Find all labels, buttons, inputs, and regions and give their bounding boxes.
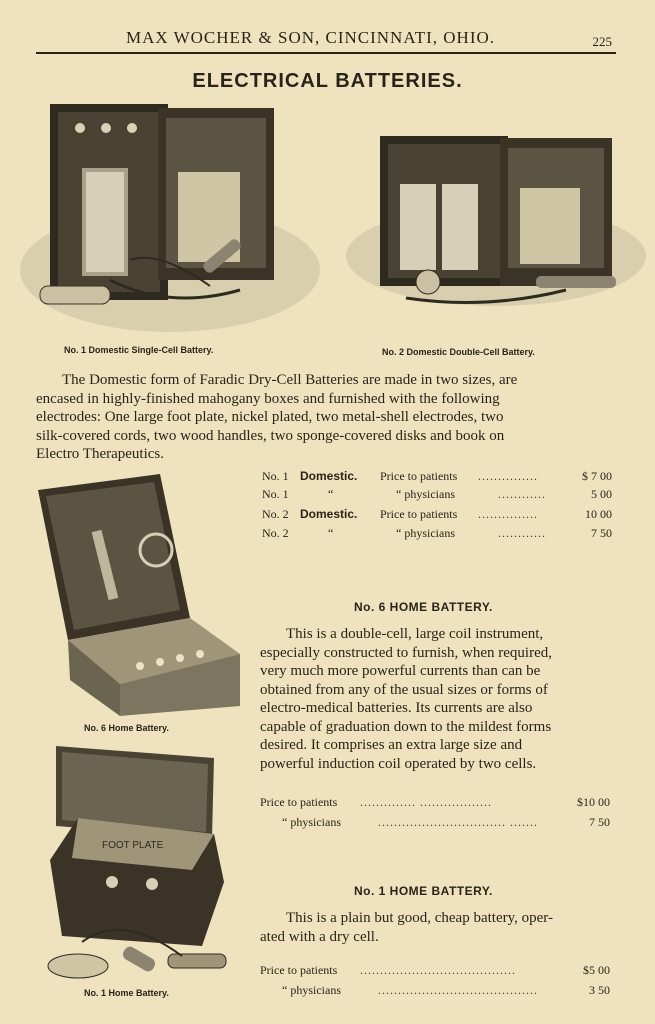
price-leader: ............ (498, 526, 546, 540)
intro-paragraph (36, 371, 610, 464)
fig3-caption: No. 6 Home Battery. (84, 723, 169, 733)
price-model-name: Domestic. (300, 507, 358, 521)
price-value: $5 00 (583, 963, 610, 977)
price-label: Price to patients (260, 795, 338, 809)
double-cell-battery-drawing (336, 130, 646, 310)
price-label: Price to patients (260, 963, 338, 977)
price-row (260, 963, 610, 981)
home1-line: ated with a dry cell. (260, 928, 379, 945)
price-value: 10 00 (585, 507, 612, 521)
price-label: Price to patients (380, 469, 458, 483)
price-row (262, 507, 612, 525)
home6-heading: No. 6 HOME BATTERY. (354, 600, 493, 614)
price-model-no: No. 1 (262, 487, 289, 501)
intro-line: encased in highly-finished mahogany boxes and furnished with the following (36, 390, 500, 407)
price-label: “ physicians (396, 487, 455, 501)
home1-paragraph (260, 909, 610, 946)
price-label: “ physicians (282, 815, 341, 829)
home-battery-no6-drawing (30, 470, 244, 718)
price-model-name: “ (328, 487, 334, 501)
header-title: MAX WOCHER & SON, CINCINNATI, OHIO. (126, 28, 496, 47)
price-row (262, 487, 612, 505)
price-row (262, 526, 612, 544)
price-leader: ............ (498, 487, 546, 501)
price-leader: ................................ ....... (378, 815, 538, 829)
price-leader: ............... (478, 507, 538, 521)
home6-line: powerful induction coil operated by two cells. (260, 755, 537, 772)
home6-line: very much more powerful currents than can be (260, 663, 541, 679)
price-label: “ physicians (282, 983, 341, 997)
running-head (36, 26, 616, 54)
price-label: “ physicians (396, 526, 455, 540)
home6-line: electro-medical batteries. Its currents are also (260, 700, 533, 716)
price-leader: ........................................ (378, 983, 538, 997)
price-leader: ............... (478, 469, 538, 483)
price-model-no: No. 1 (262, 469, 289, 483)
price-value: 5 00 (591, 487, 612, 501)
domestic-single-cell-battery-illustration (10, 100, 320, 338)
svg-text:FOOT PLATE: FOOT PLATE (102, 840, 164, 851)
home6-line: desired. It comprises an extra large size and (260, 737, 523, 753)
page-number: 225 (592, 34, 612, 49)
price-model-no: No. 2 (262, 526, 289, 540)
home6-paragraph (260, 625, 610, 773)
home6-line: capable of graduation down to the mildest forms (260, 718, 552, 735)
home6-line: especially constructed to furnish, when required, (260, 644, 552, 661)
fig2-caption: No. 2 Domestic Double-Cell Battery. (382, 347, 535, 357)
price-row (260, 983, 610, 1001)
price-row (262, 469, 612, 487)
price-value: $10 00 (577, 795, 610, 809)
home-battery-no1-drawing (42, 742, 228, 986)
fig4-caption: No. 1 Home Battery. (84, 988, 169, 998)
price-label: Price to patients (380, 507, 458, 521)
price-row (260, 795, 610, 813)
home-battery-no1-illustration (42, 742, 228, 986)
home6-line: This is a double-cell, large coil instrument, (286, 626, 544, 642)
single-cell-battery-drawing (10, 100, 320, 338)
intro-line: silk-covered cords, two wood handles, two sponge-covered disks and book on (36, 427, 505, 444)
home1-line: This is a plain but good, cheap battery, oper- (286, 910, 553, 926)
price-model-no: No. 2 (262, 507, 289, 521)
price-value: 7 50 (589, 815, 610, 829)
price-value: 3 50 (589, 983, 610, 997)
price-model-name: Domestic. (300, 469, 358, 483)
section-title: ELECTRICAL BATTERIES. (192, 70, 463, 92)
home1-heading: No. 1 HOME BATTERY. (354, 884, 493, 898)
domestic-double-cell-battery-illustration (336, 130, 646, 310)
home-battery-no6-illustration (30, 470, 244, 718)
price-value: $ 7 00 (582, 469, 612, 483)
intro-line: electrodes: One large foot plate, nickel plated, two metal-shell electrodes, two (36, 409, 504, 425)
price-model-name: “ (328, 526, 334, 540)
price-leader: ....................................... (360, 963, 516, 977)
intro-line: Electro Therapeutics. (36, 446, 164, 462)
fig1-caption: No. 1 Domestic Single-Cell Battery. (64, 345, 214, 355)
home6-line: obtained from any of the usual sizes or forms of (260, 681, 548, 698)
price-value: 7 50 (591, 526, 612, 540)
price-leader: .............. .................. (360, 795, 492, 809)
price-row (260, 815, 610, 833)
intro-line: The Domestic form of Faradic Dry-Cell Batteries are made in two sizes, are (62, 372, 518, 388)
